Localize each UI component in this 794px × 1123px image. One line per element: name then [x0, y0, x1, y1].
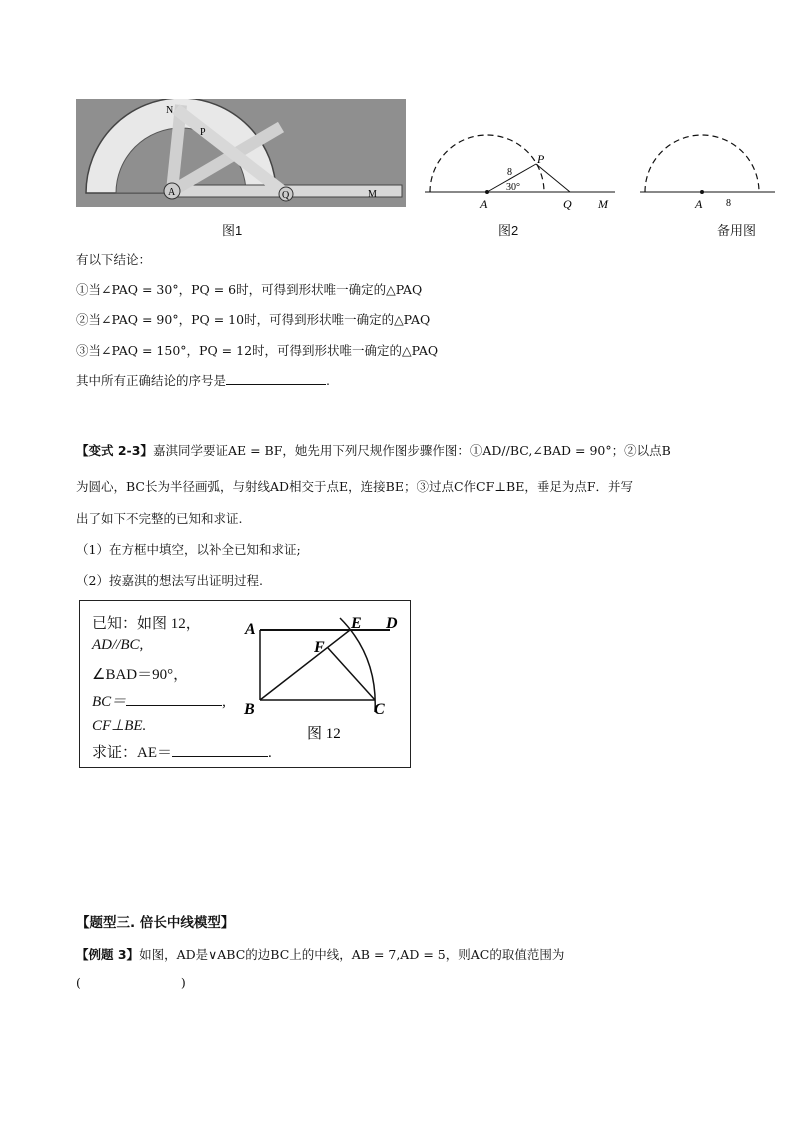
fig2-angle: 30°: [506, 182, 520, 193]
given-head: 已知：如图 12，: [92, 616, 201, 632]
photo-label-A: A: [168, 187, 176, 198]
figure-12: [240, 608, 408, 758]
figure-backup: [635, 130, 775, 212]
variant-tag: 【变式 2-3】: [76, 443, 153, 458]
paren-close: ): [180, 975, 186, 990]
fig3-length: 8: [726, 198, 731, 209]
fig12-label-A: A: [245, 621, 256, 638]
variant-line-1: [76, 441, 671, 459]
given-blank[interactable]: [126, 691, 222, 706]
variant-task-1: （1）在方框中填空，以补全已知和求证;: [76, 542, 301, 557]
given-3-end: ,: [222, 694, 226, 710]
fig3-caption: 备用图: [717, 223, 757, 238]
protractor-photo: [76, 99, 406, 207]
answer-blank[interactable]: [226, 372, 326, 385]
fig12-label-C: C: [374, 701, 385, 718]
conclusion-2: ②当∠PAQ = 90°，PQ = 10时，可得到形状唯一确定的△PAQ: [76, 312, 431, 327]
conclusions-intro: 有以下结论：: [76, 252, 152, 267]
variant-line-2: 为圆心，BC长为半径画弧，与射线AD相交于点E，连接BE；③过点C作CF⊥BE，垂足为点F．并写: [76, 479, 634, 494]
example3-line: [76, 945, 564, 963]
photo-label-M: M: [368, 189, 377, 200]
paren-open: (: [76, 975, 81, 990]
answer-question-text: 其中所有正确结论的序号是: [76, 373, 227, 388]
section3-title: 【题型三. 倍长中线模型】: [76, 915, 235, 931]
variant-task-2: （2）按嘉淇的想法写出证明过程.: [76, 573, 263, 588]
conclusion-1: ①当∠PAQ = 30°，PQ = 6时，可得到形状唯一确定的△PAQ: [76, 282, 423, 297]
given-2: ∠BAD＝90°，: [92, 667, 189, 683]
fig12-label-D: D: [386, 615, 398, 632]
fig3-label-A: A: [695, 197, 703, 211]
given-1: AD//BC,: [92, 637, 144, 653]
fig2-caption: 图2: [498, 223, 519, 238]
protractor-photo-drawing: [76, 99, 406, 207]
fig1-caption: 图1: [222, 223, 243, 238]
fig2-label-Q: Q: [563, 197, 572, 211]
answer-question-end: .: [326, 373, 330, 388]
fig2-label-A: A: [480, 197, 488, 211]
given-4: CF⊥BE.: [92, 718, 147, 734]
figure-2: [420, 130, 620, 212]
given-3: [92, 690, 226, 711]
prove-text: 求证：AE＝: [92, 745, 172, 761]
given-3-text: BC＝: [92, 694, 127, 710]
fig2-length: 8: [507, 167, 512, 178]
conclusion-3: ③当∠PAQ = 150°，PQ = 12时，可得到形状唯一确定的△PAQ: [76, 343, 439, 358]
photo-label-Q: Q: [282, 190, 290, 201]
fig12-label-F: F: [314, 639, 325, 656]
fig12-caption: 图 12: [307, 726, 341, 742]
fig2-label-M: M: [598, 197, 608, 211]
fig12-label-B: B: [244, 701, 255, 718]
fig2-label-P: P: [537, 152, 545, 166]
photo-label-P: P: [200, 127, 206, 138]
example3-text: 如图，AD是∨ABC的边BC上的中线，AB = 7,AD = 5，则AC的取值范围为: [139, 947, 565, 962]
answer-question: [76, 371, 330, 389]
example3-tag: 【例题 3】: [76, 947, 140, 962]
fig12-label-E: E: [351, 615, 362, 632]
prove-end: .: [268, 745, 272, 761]
variant-text-1: 嘉淇同学要证AE = BF，她先用下列尺规作图步骤作图：①AD//BC,∠BAD = 90°；②以点B: [152, 443, 671, 458]
example3-answer: [76, 975, 186, 990]
variant-line-3: 出了如下不完整的已知和求证.: [76, 511, 243, 526]
photo-label-N: N: [166, 105, 174, 116]
